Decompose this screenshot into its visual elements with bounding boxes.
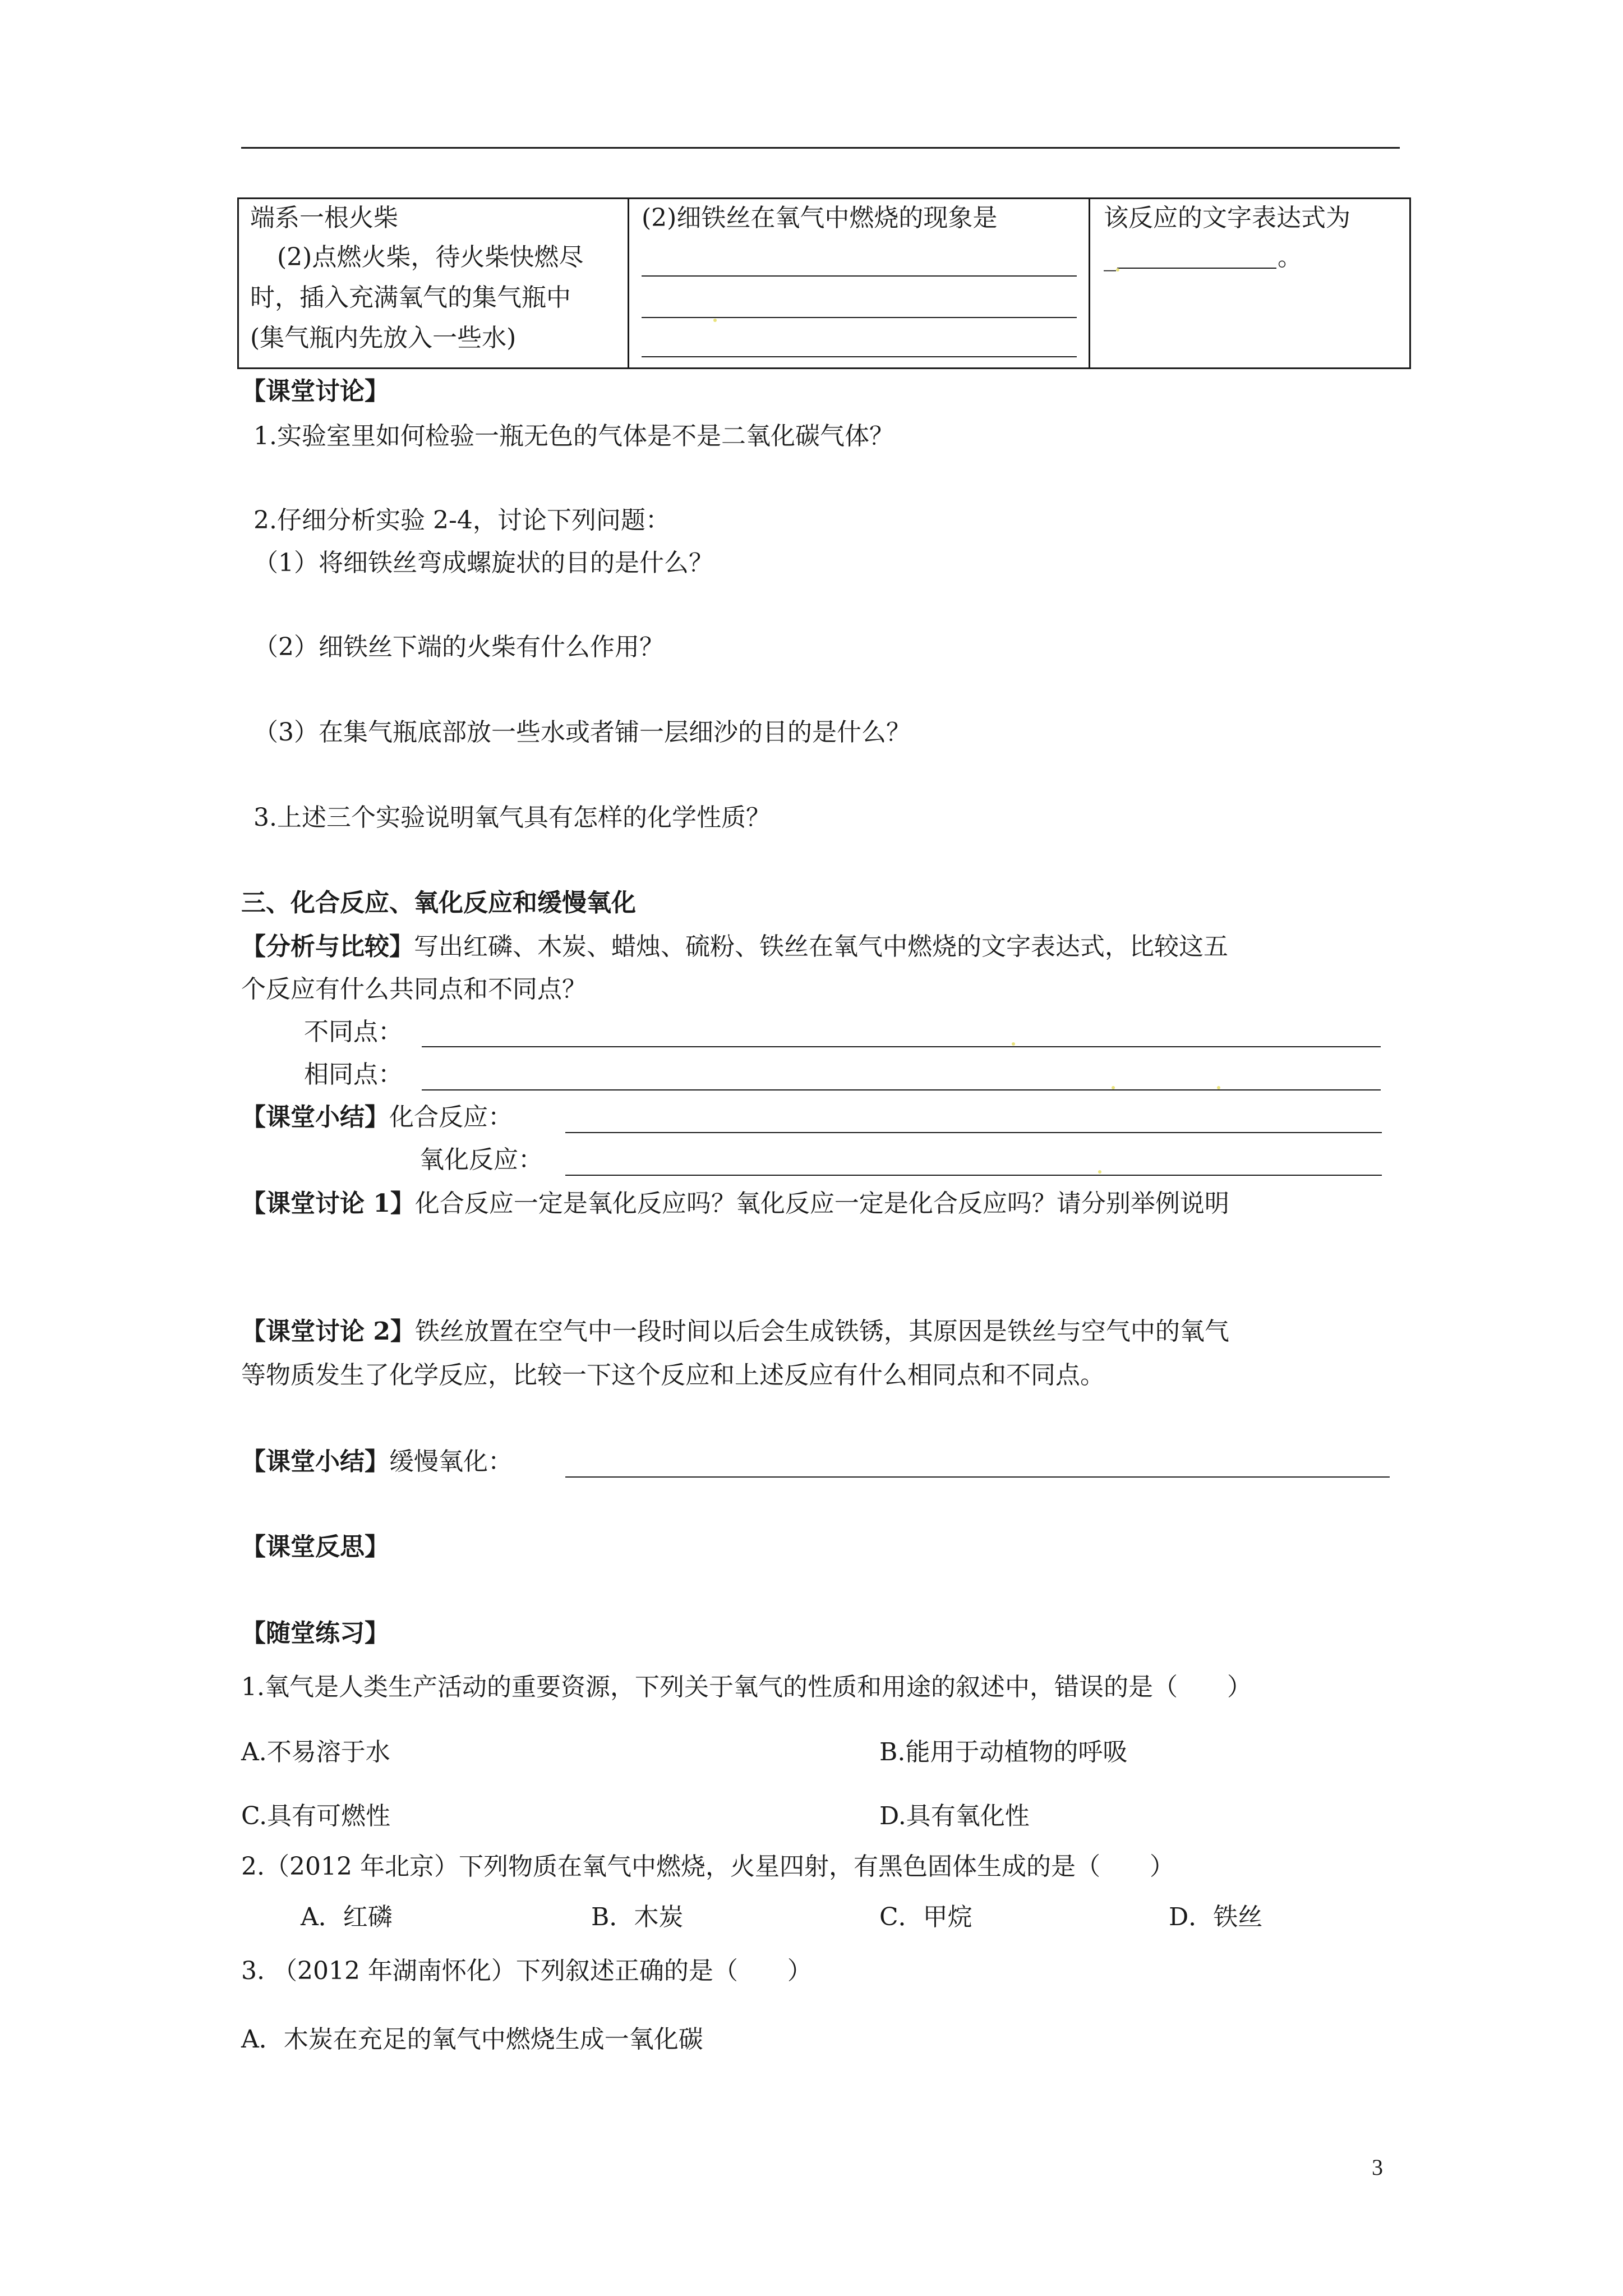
discussion-1-text: 化合反应一定是氧化反应吗？氧化反应一定是化合反应吗？请分别举例说明 [414,1189,1229,1218]
expression-line-1: 该反应的文字表达式为 [1104,204,1350,232]
phenomenon-blank-3 [642,356,1077,357]
similarity-blank [422,1089,1381,1091]
scan-speck [1012,1042,1015,1046]
summary-2-label: 【课堂小结】 [241,1447,389,1476]
practice-q1-option-c: C.具有可燃性 [241,1802,391,1830]
phenomenon-blank-2 [642,317,1077,318]
discussion-2-row [241,1316,1229,1347]
procedure-line-2: (2)点燃火柴，待火柴快燃尽 [277,243,584,272]
difference-label: 不同点： [304,1018,403,1046]
practice-q2-option-a: A．红磷 [301,1903,393,1931]
analysis-text-2: 个反应有什么共同点和不同点？ [241,975,587,1004]
summary-combination-row [241,1102,513,1133]
practice-q2-option-c: C．甲烷 [879,1903,972,1931]
phenomenon-cell [629,199,1090,369]
discussion-question-1: 1.实验室里如何检验一瓶无色的气体是不是二氧化碳气体？ [253,422,894,450]
discussion-1-row [241,1188,1229,1220]
summary-label: 【课堂小结】 [241,1103,389,1131]
scan-speck [1217,1086,1220,1089]
discussion-2-text-1: 铁丝放置在空气中一段时间以后会生成铁锈，其原因是铁丝与空气中的氧气 [414,1317,1229,1346]
page-number: 3 [1372,2155,1383,2180]
discussion-question-2-2: （2）细铁丝下端的火柴有什么作用？ [253,633,664,661]
summary-2-row [241,1446,513,1478]
combination-reaction-blank [565,1132,1382,1133]
scan-speck [1098,1170,1101,1174]
oxidation-reaction-blank [565,1175,1382,1176]
slow-oxidation-label: 缓慢氧化： [389,1447,513,1476]
phenomenon-line-1: (2)细铁丝在氧气中燃烧的现象是 [642,204,998,232]
similarity-label: 相同点： [304,1060,403,1089]
discussion-question-2-1: （1）将细铁丝弯成螺旋状的目的是什么？ [253,549,713,577]
discussion-1-label: 【课堂讨论 1】 [241,1189,415,1218]
expression-blank [1117,268,1276,269]
scan-speck [1112,1086,1115,1089]
practice-question-3: 3. （2012 年湖南怀化）下列叙述正确的是（ ） [241,1957,812,1985]
practice-question-1: 1.氧气是人类生产活动的重要资源，下列关于氧气的性质和用途的叙述中，错误的是（ ） [241,1673,1252,1701]
discussion-heading: 【课堂讨论】 [241,377,389,406]
expression-blank-prefix: _ [1104,243,1116,272]
procedure-line-3: 时，插入充满氧气的集气瓶中 [250,283,571,312]
discussion-question-2-3: （3）在集气瓶底部放一些水或者铺一层细沙的目的是什么？ [253,718,911,747]
discussion-question-2: 2.仔细分析实验 2-4，讨论下列问题： [253,506,670,535]
procedure-line-4: (集气瓶内先放入一些水) [250,324,517,352]
scan-speck [1116,268,1119,272]
expression-cell [1090,199,1410,369]
discussion-question-3: 3.上述三个实验说明氧气具有怎样的化学性质？ [253,803,771,832]
discussion-2-label: 【课堂讨论 2】 [241,1317,415,1346]
practice-q1-option-d: D.具有氧化性 [879,1802,1030,1830]
analysis-label: 【分析与比较】 [241,932,414,961]
practice-q2-option-d: D．铁丝 [1169,1903,1263,1931]
header-rule [241,147,1400,149]
analysis-text-1: 写出红磷、木炭、蜡烛、硫粉、铁丝在氧气中燃烧的文字表达式，比较这五 [414,932,1228,961]
scan-speck [713,319,717,322]
discussion-2-text-2: 等物质发生了化学反应，比较一下这个反应和上述反应有什么相同点和不同点。 [241,1361,1105,1389]
practice-q1-option-a: A.不易溶于水 [241,1738,390,1766]
combination-reaction-label: 化合反应： [389,1103,513,1131]
practice-q3-option-a: A．木炭在充足的氧气中燃烧生成一氧化碳 [241,2025,703,2054]
oxidation-reaction-label: 氧化反应： [419,1145,543,1174]
practice-question-2: 2.（2012 年北京）下列物质在氧气中燃烧，火星四射，有黑色固体生成的是（ ） [241,1852,1174,1881]
experiment-table [237,197,1411,369]
practice-heading: 【随堂练习】 [241,1619,389,1648]
procedure-line-1: 端系一根火柴 [250,204,398,232]
phenomenon-blank-1 [642,275,1077,277]
analysis-paragraph-line-1 [241,931,1228,963]
difference-blank [422,1046,1381,1047]
slow-oxidation-blank [565,1476,1390,1478]
section-3-title: 三、化合反应、氧化反应和缓慢氧化 [241,889,636,917]
practice-q2-option-b: B．木炭 [591,1903,684,1931]
reflection-heading: 【课堂反思】 [241,1533,389,1561]
practice-q1-option-b: B.能用于动植物的呼吸 [879,1738,1128,1766]
procedure-cell [238,199,629,369]
expression-period: 。 [1278,243,1302,272]
